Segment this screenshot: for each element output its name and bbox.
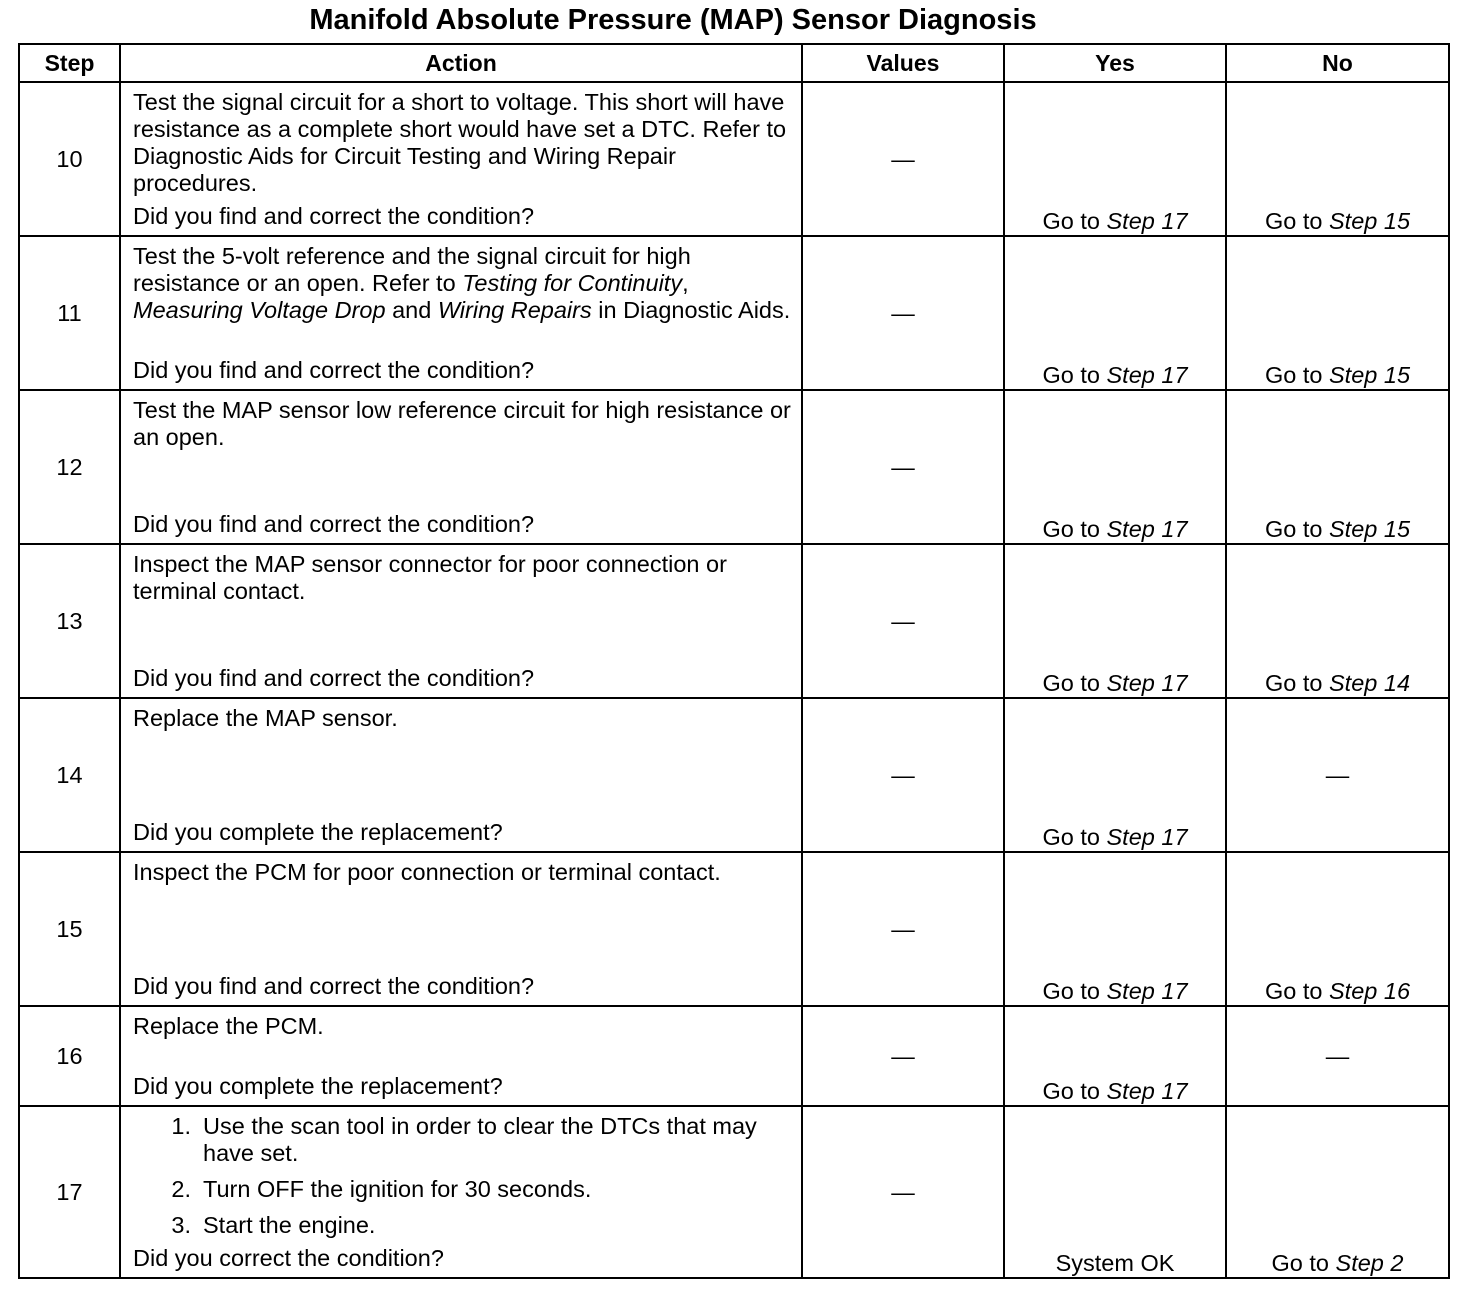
yes-cell [1004, 1006, 1226, 1106]
values-cell [802, 544, 1004, 698]
no-cell [1226, 1006, 1449, 1106]
yes-cell [1004, 82, 1226, 236]
yes-cell [1004, 390, 1226, 544]
values-cell [802, 698, 1004, 852]
action-text [121, 237, 801, 324]
action-question: Did you find and correct the condition? [133, 973, 535, 999]
no-cell [1226, 82, 1449, 236]
action-text: Replace the MAP sensor. [133, 705, 398, 731]
yes-cell [1004, 698, 1226, 852]
header-step: Step [19, 44, 120, 82]
no-cell [1226, 236, 1449, 390]
go-to-label: Go to [1042, 516, 1100, 542]
values-dash: — [891, 453, 915, 480]
action-question: Did you complete the replacement? [133, 819, 503, 845]
action-cell [120, 82, 802, 236]
table-row [19, 82, 1449, 236]
action-cell [120, 390, 802, 544]
no-cell [1226, 544, 1449, 698]
list-text: Start the engine. [203, 1212, 376, 1238]
action-text: Inspect the PCM for poor connection or terminal contact. [133, 859, 721, 885]
no-step-link: Step 16 [1329, 978, 1411, 1004]
yes-step-link: Step 17 [1106, 208, 1188, 234]
go-to-label: Go to [1042, 362, 1100, 388]
step-number: 16 [19, 1006, 120, 1106]
step-number: 14 [19, 698, 120, 852]
list-item [133, 1212, 791, 1239]
diagnosis-table [18, 43, 1450, 1279]
list-item [133, 1176, 791, 1203]
yes-cell [1004, 1106, 1226, 1278]
action-text-part: in Diagnostic Aids. [591, 297, 791, 323]
no-cell [1226, 852, 1449, 1006]
header-yes: Yes [1004, 44, 1226, 82]
table-row [19, 390, 1449, 544]
no-cell [1226, 390, 1449, 544]
list-item [133, 1113, 791, 1167]
list-text: Use the scan tool in order to clear the DTCs that may have set. [203, 1113, 757, 1166]
action-cell [120, 544, 802, 698]
yes-cell [1004, 544, 1226, 698]
table-row [19, 544, 1449, 698]
yes-step-link: Step 17 [1106, 670, 1188, 696]
no-cell [1226, 1106, 1449, 1278]
values-dash: — [891, 607, 915, 634]
action-text: Inspect the MAP sensor connector for poor connection or terminal contact. [133, 551, 727, 604]
page-title: Manifold Absolute Pressure (MAP) Sensor Diagnosis [309, 4, 1037, 36]
go-to-label: Go to [1264, 978, 1323, 1004]
go-to-label: Go to [1264, 208, 1323, 234]
header-values: Values [802, 44, 1004, 82]
go-to-label: Go to [1271, 1250, 1329, 1276]
values-cell [802, 1106, 1004, 1278]
values-cell [802, 1006, 1004, 1106]
step-number: 11 [19, 236, 120, 390]
system-ok-label: System OK [1055, 1250, 1175, 1276]
values-cell [802, 390, 1004, 544]
reference-wiring-repairs: Wiring Repairs [437, 297, 592, 323]
yes-step-link: Step 17 [1106, 516, 1188, 542]
action-question: Did you correct the condition? [133, 1245, 444, 1271]
go-to-label: Go to [1042, 1078, 1100, 1104]
table-header-row [19, 44, 1449, 82]
no-dash: — [1325, 1042, 1350, 1069]
step-number: 12 [19, 390, 120, 544]
no-step-link: Step 15 [1329, 362, 1411, 388]
yes-cell [1004, 852, 1226, 1006]
action-cell [120, 1106, 802, 1278]
action-question: Did you find and correct the condition? [133, 665, 535, 691]
values-dash: — [891, 915, 915, 942]
action-question: Did you find and correct the condition? [133, 511, 535, 537]
list-number: 3. [171, 1212, 191, 1238]
yes-step-link: Step 17 [1106, 1078, 1188, 1104]
action-text: Test the signal circuit for a short to voltage. This short will have resistance as a complete short would have set a DTC. Refer to Diagnostic Aids for Circuit Testing and Wiring Repair procedures. [133, 89, 787, 196]
no-cell [1226, 698, 1449, 852]
action-question: Did you complete the replacement? [133, 1073, 503, 1099]
table-row [19, 852, 1449, 1006]
action-text-part: Test the 5-volt reference and the signal circuit for high resistance or an open. Refer to [133, 243, 691, 296]
values-dash: — [891, 299, 915, 326]
action-question: Did you find and correct the condition? [133, 357, 535, 383]
step-number: 17 [19, 1106, 120, 1278]
table-row [19, 236, 1449, 390]
go-to-label: Go to [1042, 208, 1100, 234]
values-dash: — [891, 1042, 915, 1069]
go-to-label: Go to [1264, 516, 1323, 542]
action-text: Test the MAP sensor low reference circuit for high resistance or an open. [133, 397, 791, 450]
no-step-link: Step 14 [1329, 670, 1411, 696]
action-text-part: , [682, 270, 689, 296]
step-number: 10 [19, 82, 120, 236]
go-to-label: Go to [1042, 670, 1100, 696]
values-dash: — [891, 145, 915, 172]
go-to-label: Go to [1042, 978, 1100, 1004]
list-number: 1. [171, 1113, 191, 1139]
no-step-link: Step 15 [1329, 516, 1411, 542]
action-text: Replace the PCM. [133, 1013, 324, 1039]
header-no: No [1226, 44, 1449, 82]
go-to-label: Go to [1042, 824, 1100, 850]
no-dash: — [1325, 761, 1350, 788]
action-cell [120, 1006, 802, 1106]
step-number: 15 [19, 852, 120, 1006]
yes-step-link: Step 17 [1106, 978, 1188, 1004]
table-row [19, 698, 1449, 852]
values-cell [802, 852, 1004, 1006]
action-question: Did you find and correct the condition? [133, 203, 535, 229]
no-step-link: Step 15 [1329, 208, 1411, 234]
list-number: 2. [171, 1176, 191, 1202]
values-cell [802, 82, 1004, 236]
go-to-label: Go to [1264, 362, 1323, 388]
action-cell [120, 236, 802, 390]
step-number: 13 [19, 544, 120, 698]
values-cell [802, 236, 1004, 390]
yes-cell [1004, 236, 1226, 390]
action-text-part: and [385, 297, 438, 323]
reference-testing-continuity: Testing for Continuity [462, 270, 683, 296]
yes-step-link: Step 17 [1106, 362, 1188, 388]
action-cell [120, 852, 802, 1006]
table-row [19, 1006, 1449, 1106]
go-to-label: Go to [1264, 670, 1323, 696]
values-dash: — [891, 1178, 915, 1205]
action-list [121, 1107, 801, 1239]
no-step-link: Step 2 [1335, 1250, 1404, 1276]
values-dash: — [891, 761, 915, 788]
list-text: Turn OFF the ignition for 30 seconds. [203, 1176, 592, 1202]
yes-step-link: Step 17 [1106, 824, 1188, 850]
header-action: Action [120, 44, 802, 82]
reference-voltage-drop: Measuring Voltage Drop [133, 297, 386, 323]
action-cell [120, 698, 802, 852]
table-row [19, 1106, 1449, 1278]
